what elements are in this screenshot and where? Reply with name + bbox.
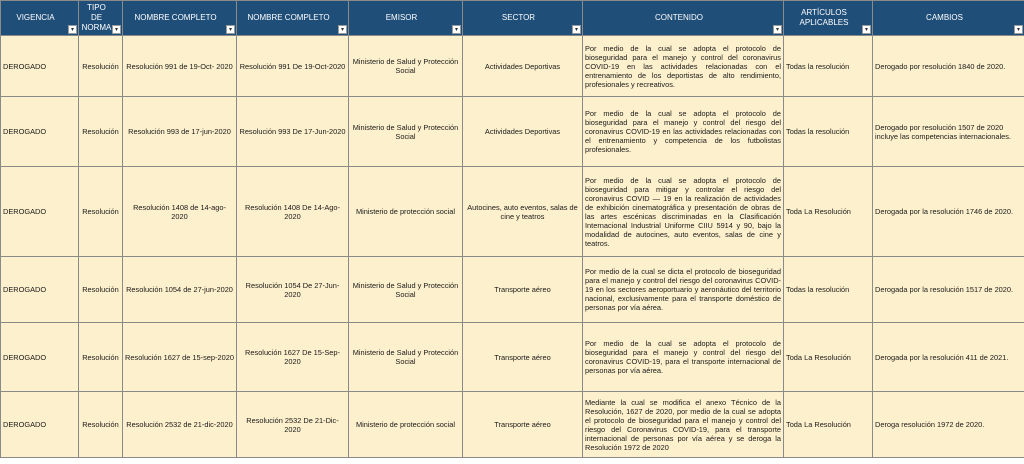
cell-contenido[interactable]: Por medio de la cual se dicta el protocolo de bioseguridad para el manejo y control del riesgo del coronavirus COVID-19 en los sectores aeroportuario y aeronáutico del territorio nacional, exclusivamente para el transporte doméstico de personas por vía aérea. xyxy=(583,257,784,323)
cell-emisor[interactable]: Ministerio de Salud y Protección Social xyxy=(349,97,463,167)
cell-tipo-norma[interactable]: Resolución xyxy=(79,97,123,167)
cell-sector[interactable]: Actividades Deportivas xyxy=(463,36,583,97)
table-row xyxy=(1,323,1024,392)
cell-contenido[interactable]: Mediante la cual se modifica el anexo Técnico de la Resolución, 1627 de 2020, por medio de la cual se adopta el protocolo de bioseguridad para el manejo y control del riesgo del Coronavirus COVID-19, para el transporte internacional de personas por vía aérea y se deroga la Resolución 1972 de 2020 xyxy=(583,392,784,458)
cell-cambios[interactable]: Derogada por la resolución 411 de 2021. xyxy=(873,323,1024,392)
cell-nombre-completo[interactable]: Resolución 993 de 17-jun-2020 xyxy=(123,97,237,167)
cell-emisor[interactable]: Ministerio de Salud y Protección Social xyxy=(349,323,463,392)
cell-cambios[interactable]: Derogado por resolución 1840 de 2020. xyxy=(873,36,1024,97)
cell-nombre-completo[interactable]: Resolución 991 de 19-Oct- 2020 xyxy=(123,36,237,97)
header-row xyxy=(1,1,1024,36)
cell-emisor[interactable]: Ministerio de protección social xyxy=(349,392,463,458)
column-header-label: SECTOR xyxy=(501,13,536,22)
cell-articulos[interactable]: Todas la resolución xyxy=(784,257,873,323)
cell-contenido[interactable]: Por medio de la cual se adopta el protocolo de bioseguridad para el manejo y control del coronavirus COVID-19 en las actividades relacionadas con el entrenamiento de los deportistas de alto rendimiento, profesionales y recreativos. xyxy=(583,36,784,97)
cell-articulos[interactable]: Todas la resolución xyxy=(784,36,873,97)
cell-cambios[interactable]: Derogado por resolución 1507 de 2020 incluye las competencias internacionales. xyxy=(873,97,1024,167)
cell-sector[interactable]: Transporte aéreo xyxy=(463,392,583,458)
column-header-nombre-completo[interactable] xyxy=(123,1,237,36)
cell-contenido[interactable]: Por medio de la cual se adopta el protocolo de bioseguridad para mitigar y controlar el riesgo del coronavirus COVID — 19 en la realización de actividades de exhibición cinematográfica y presentación de obras de las artes escénicas discriminadas en la Clasificación Internacional Industrial Uniforme CIIU 5914 y 90, bajo la modalidad de autocines, auto eventos, salas de cine y teatros. xyxy=(583,167,784,257)
table-row xyxy=(1,36,1024,97)
cell-sector[interactable]: Actividades Deportivas xyxy=(463,97,583,167)
cell-nombre-completo-2[interactable]: Resolución 1054 De 27-Jun-2020 xyxy=(237,257,349,323)
cell-articulos[interactable]: Toda La Resolución xyxy=(784,167,873,257)
dropdown-arrow-icon[interactable]: ▾ xyxy=(452,25,461,34)
dropdown-arrow-icon[interactable]: ▾ xyxy=(338,25,347,34)
cell-tipo-norma[interactable]: Resolución xyxy=(79,323,123,392)
column-header-articulos[interactable] xyxy=(784,1,873,36)
column-header-label: TIPO DE NORMA xyxy=(81,3,112,32)
dropdown-arrow-icon[interactable]: ▾ xyxy=(68,25,77,34)
cell-tipo-norma[interactable]: Resolución xyxy=(79,167,123,257)
cell-vigencia[interactable]: DEROGADO xyxy=(1,36,79,97)
cell-vigencia[interactable]: DEROGADO xyxy=(1,97,79,167)
cell-articulos[interactable]: Todas la resolución xyxy=(784,97,873,167)
table-row xyxy=(1,167,1024,257)
column-header-label: VIGENCIA xyxy=(16,13,55,22)
cell-vigencia[interactable]: DEROGADO xyxy=(1,323,79,392)
cell-cambios[interactable]: Deroga resolución 1972 de 2020. xyxy=(873,392,1024,458)
cell-vigencia[interactable]: DEROGADO xyxy=(1,392,79,458)
cell-contenido[interactable]: Por medio de la cual se adopta el protocolo de bioseguridad para el manejo y control del riesgo del coronavirus COVID-19 en las actividades relacionadas con el entrenamiento y competencia de los futbolistas profesionales. xyxy=(583,97,784,167)
dropdown-arrow-icon[interactable]: ▾ xyxy=(112,25,121,34)
dropdown-arrow-icon[interactable]: ▾ xyxy=(862,25,871,34)
cell-nombre-completo[interactable]: Resolución 1054 de 27-jun-2020 xyxy=(123,257,237,323)
table-row xyxy=(1,97,1024,167)
column-header-label: CAMBIOS xyxy=(926,13,963,22)
cell-nombre-completo-2[interactable]: Resolución 993 De 17-Jun-2020 xyxy=(237,97,349,167)
dropdown-arrow-icon[interactable]: ▾ xyxy=(226,25,235,34)
cell-sector[interactable]: Transporte aéreo xyxy=(463,257,583,323)
dropdown-arrow-icon[interactable]: ▾ xyxy=(572,25,581,34)
dropdown-arrow-icon[interactable]: ▾ xyxy=(1014,25,1023,34)
table-row xyxy=(1,392,1024,458)
cell-nombre-completo-2[interactable]: Resolución 1627 De 15-Sep-2020 xyxy=(237,323,349,392)
cell-sector[interactable]: Autocines, auto eventos, salas de cine y teatros xyxy=(463,167,583,257)
cell-tipo-norma[interactable]: Resolución xyxy=(79,257,123,323)
column-header-label: NOMBRE COMPLETO xyxy=(134,13,217,22)
cell-articulos[interactable]: Toda La Resolución xyxy=(784,392,873,458)
cell-nombre-completo[interactable]: Resolución 1408 de 14-ago-2020 xyxy=(123,167,237,257)
cell-vigencia[interactable]: DEROGADO xyxy=(1,167,79,257)
cell-vigencia[interactable]: DEROGADO xyxy=(1,257,79,323)
column-header-label: CONTENIDO xyxy=(655,13,703,22)
column-header-contenido[interactable] xyxy=(583,1,784,36)
column-header-label: EMISOR xyxy=(385,13,418,22)
cell-cambios[interactable]: Derogada por la resolución 1517 de 2020. xyxy=(873,257,1024,323)
cell-emisor[interactable]: Ministerio de protección social xyxy=(349,167,463,257)
column-header-emisor[interactable] xyxy=(349,1,463,36)
cell-nombre-completo[interactable]: Resolución 1627 de 15-sep-2020 xyxy=(123,323,237,392)
cell-emisor[interactable]: Ministerio de Salud y Protección Social xyxy=(349,257,463,323)
cell-tipo-norma[interactable]: Resolución xyxy=(79,36,123,97)
cell-sector[interactable]: Transporte aéreo xyxy=(463,323,583,392)
column-header-nombre-completo-2[interactable] xyxy=(237,1,349,36)
cell-nombre-completo[interactable]: Resolución 2532 de 21-dic-2020 xyxy=(123,392,237,458)
cell-nombre-completo-2[interactable]: Resolución 991 De 19-Oct-2020 xyxy=(237,36,349,97)
cell-emisor[interactable]: Ministerio de Salud y Protección Social xyxy=(349,36,463,97)
cell-tipo-norma[interactable]: Resolución xyxy=(79,392,123,458)
cell-cambios[interactable]: Derogada por la resolución 1746 de 2020. xyxy=(873,167,1024,257)
cell-articulos[interactable]: Toda La Resolución xyxy=(784,323,873,392)
column-header-vigencia[interactable] xyxy=(1,1,79,36)
cell-contenido[interactable]: Por medio de la cual se adopta el protocolo de bioseguridad para el manejo y control del riesgo del coronavirus COVID-19, para el transporte internacional de personas por vía aérea. xyxy=(583,323,784,392)
table-row xyxy=(1,257,1024,323)
cell-nombre-completo-2[interactable]: Resolución 1408 De 14-Ago-2020 xyxy=(237,167,349,257)
cell-nombre-completo-2[interactable]: Resolución 2532 De 21-Dic-2020 xyxy=(237,392,349,458)
column-header-sector[interactable] xyxy=(463,1,583,36)
column-header-cambios[interactable] xyxy=(873,1,1024,36)
column-header-label: ARTÍCULOS APLICABLES xyxy=(799,8,849,27)
dropdown-arrow-icon[interactable]: ▾ xyxy=(773,25,782,34)
column-header-tipo-norma[interactable] xyxy=(79,1,123,36)
column-header-label: NOMBRE COMPLETO xyxy=(247,13,330,22)
